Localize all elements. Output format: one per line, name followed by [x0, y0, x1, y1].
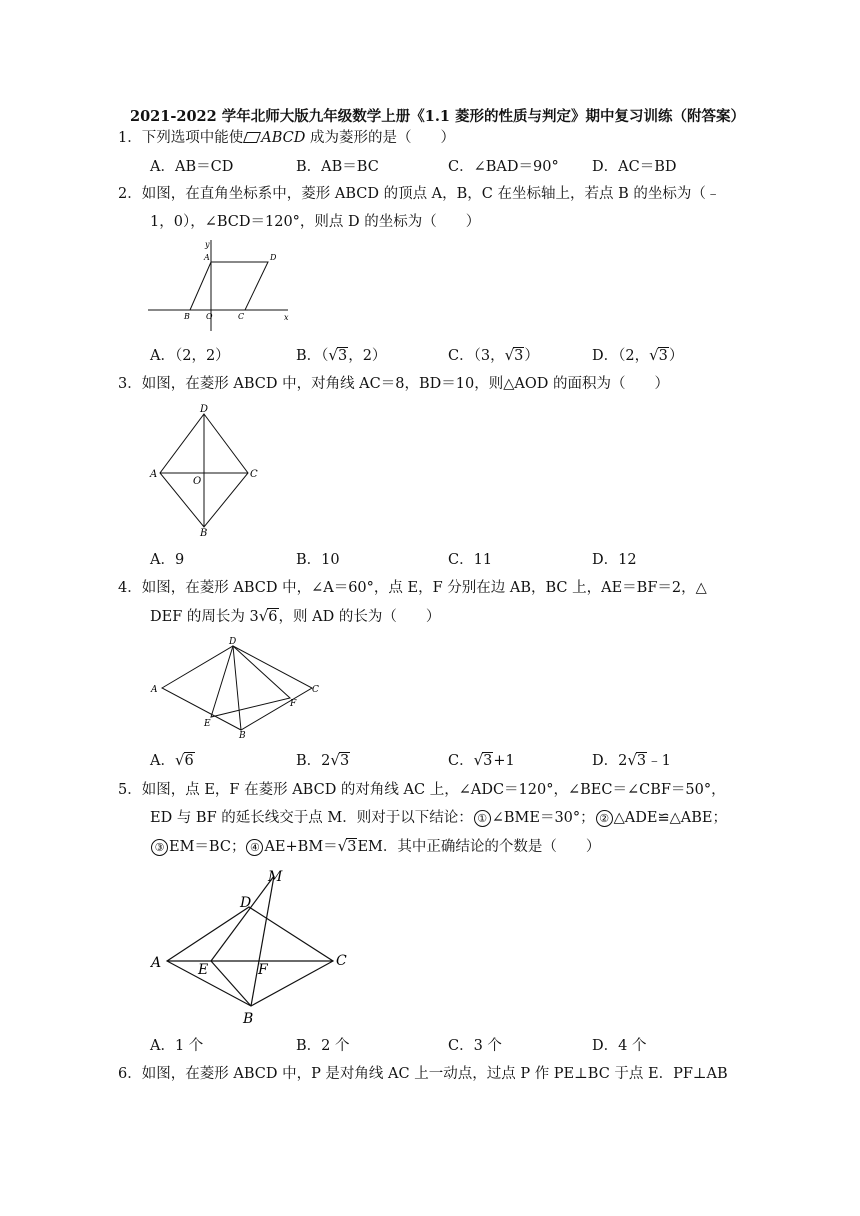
option-c[interactable]: C．（3，√3） — [448, 346, 539, 364]
option-b[interactable]: B．2√3 — [296, 751, 350, 769]
question-number: 1． — [118, 130, 142, 146]
option-d[interactable]: D．（2，√3） — [592, 346, 684, 364]
label-d: D — [229, 637, 237, 647]
option-a[interactable]: A．AB＝CD — [150, 159, 234, 175]
figure-rhombus-diagonals — [148, 402, 263, 537]
question-5 — [118, 776, 738, 861]
option-d[interactable]: D．AC＝BD — [592, 159, 677, 175]
options-5 — [150, 1034, 740, 1058]
segment-db — [233, 646, 241, 730]
option-d[interactable]: D．2√3﹣1 — [592, 751, 671, 769]
option-b[interactable]: B．2 个 — [296, 1038, 350, 1054]
option-b[interactable]: B．（√3，2） — [296, 346, 387, 364]
label-f: F — [290, 699, 297, 709]
label-b: B — [200, 528, 208, 537]
label-o: O — [206, 312, 213, 321]
question-number: 2． — [118, 186, 142, 202]
question-stem: 如图，点 E，F 在菱形 ABCD 的对角线 AC 上，∠ADC＝120°，∠BEC＝∠CBF＝50°， — [141, 782, 726, 798]
label-e: E — [204, 719, 211, 729]
label-a: A — [204, 253, 210, 262]
options-4 — [150, 749, 740, 773]
question-stem-line2: DEF 的周长为 3√6，则 AD 的长为（ ） — [150, 607, 441, 625]
option-c[interactable]: C．3 个 — [448, 1038, 502, 1054]
option-a[interactable]: A．9 — [150, 552, 185, 568]
label-c: C — [238, 312, 245, 321]
options-3 — [150, 548, 740, 572]
label-y: y — [205, 240, 210, 249]
options-1 — [150, 155, 740, 179]
option-a[interactable]: A．1 个 — [150, 1038, 204, 1054]
option-b[interactable]: B．AB＝BC — [296, 159, 379, 175]
question-stem: 如图，在菱形 ABCD 中，∠A＝60°，点 E，F 分别在边 AB，BC 上，AE＝BF＝2，△ — [141, 580, 707, 596]
triangle-def — [211, 646, 290, 717]
question-stem: 如图，在菱形 ABCD 中，对角线 AC＝8，BD＝10，则△AOD 的面积为（ ） — [141, 376, 669, 392]
rhombus-abcd — [190, 262, 268, 310]
question-stem-line2: 1，0），∠BCD＝120°，则点 D 的坐标为（ ） — [150, 214, 481, 230]
rhombus-abcd — [167, 907, 333, 1006]
figure-rhombus-m — [148, 866, 358, 1026]
label-d: D — [270, 253, 277, 262]
label-b: B — [243, 1011, 254, 1026]
label-c: C — [250, 469, 258, 480]
label-e: E — [198, 962, 209, 978]
option-b[interactable]: B．10 — [296, 552, 340, 568]
question-1 — [118, 124, 738, 152]
page-title: 2021-2022 学年北师大版九年级数学上册《1.1 菱形的性质与判定》期中复习训练（附答案） — [130, 108, 746, 125]
question-stem: 下列选项中能使 — [141, 130, 244, 146]
option-c[interactable]: C．√3+1 — [448, 751, 515, 769]
segment-bm — [251, 876, 274, 1006]
label-a: A — [151, 955, 162, 971]
option-d[interactable]: D．4 个 — [592, 1038, 647, 1054]
question-2 — [118, 180, 738, 236]
segment-em — [211, 876, 274, 961]
question-stem: 如图，在菱形 ABCD 中，P 是对角线 AC 上一动点，过点 P 作 PE⊥BC 于点 E．PF⊥AB — [141, 1066, 728, 1082]
option-c[interactable]: C．∠BAD＝90° — [448, 159, 559, 175]
figure-coordinate-rhombus — [148, 238, 293, 333]
question-number: 3． — [118, 376, 142, 392]
segment-eb — [211, 961, 251, 1006]
question-stem-line2: ED 与 BF 的延长线交于点 M．则对于以下结论： ① ∠BME＝30°； ② △ADE≌△ABE； — [150, 810, 728, 826]
option-c[interactable]: C．11 — [448, 552, 493, 568]
option-a[interactable]: A．√6 — [150, 751, 194, 769]
label-m: M — [268, 869, 283, 885]
question-6 — [118, 1060, 738, 1088]
option-a[interactable]: A．（2，2） — [150, 348, 230, 364]
figure-rhombus-def — [148, 634, 328, 744]
label-b: B — [239, 731, 246, 741]
question-3 — [118, 370, 738, 398]
label-c: C — [312, 685, 319, 695]
label-x: x — [284, 313, 289, 322]
question-number: 4． — [118, 580, 142, 596]
label-a: A — [151, 685, 158, 695]
parallelogram-icon — [243, 132, 261, 143]
options-2 — [150, 344, 740, 368]
label-a: A — [150, 469, 158, 480]
question-stem-end: 成为菱形的是（ ） — [305, 130, 455, 146]
question-stem-line3: ③ EM＝BC； ④ AE+BM＝√3EM．其中正确结论的个数是（ ） — [118, 832, 738, 861]
question-stem: 如图，在直角坐标系中，菱形 ABCD 的顶点 A，B，C 在坐标轴上，若点 B 的坐标为（﹣ — [141, 186, 721, 202]
question-number: 6． — [118, 1066, 142, 1082]
label-d: D — [200, 404, 209, 415]
label-o: O — [193, 476, 202, 487]
label-d: D — [240, 895, 252, 911]
label-b: B — [184, 312, 190, 321]
label-f: F — [258, 962, 268, 978]
parallelogram-name: ABCD — [261, 130, 306, 146]
question-number: 5． — [118, 782, 142, 798]
question-4 — [118, 574, 738, 631]
label-c: C — [336, 953, 347, 969]
option-d[interactable]: D．12 — [592, 552, 637, 568]
